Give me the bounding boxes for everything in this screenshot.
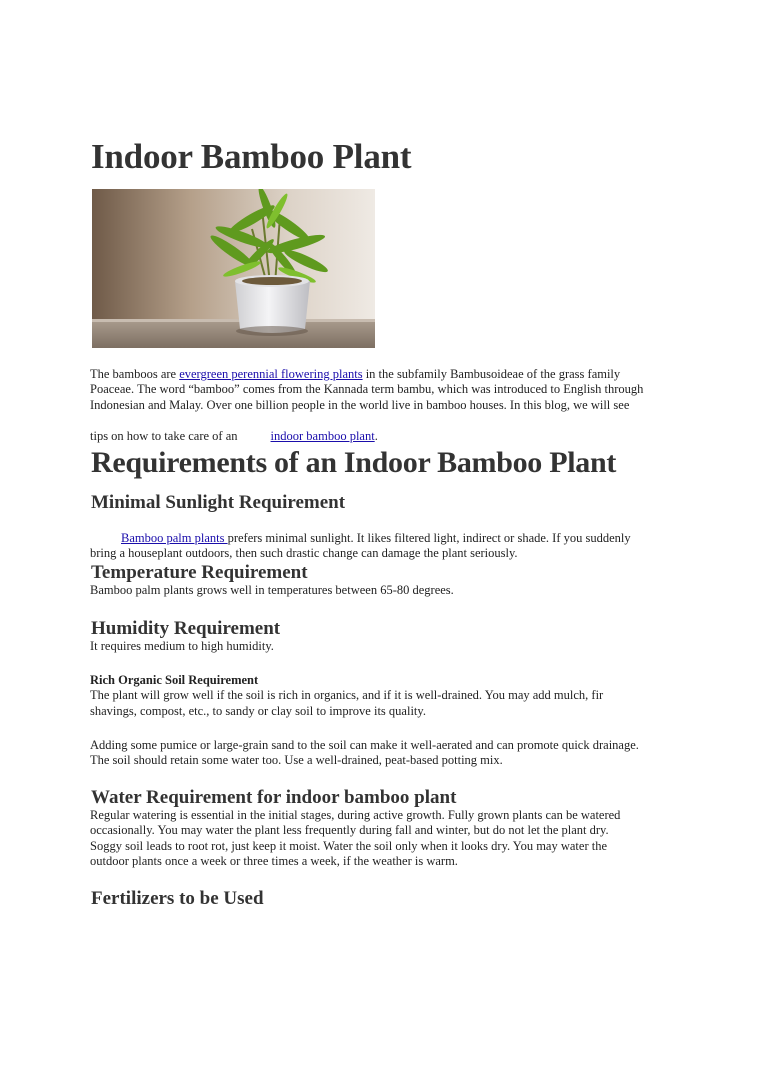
intro-line-4-text: tips on how to take care of an — [90, 429, 238, 443]
soil-p1-line-2: shavings, compost, etc., to sandy or clay soil to improve its quality. — [90, 704, 426, 718]
intro-line-1 — [90, 367, 690, 383]
water-line-3: Soggy soil leads to root rot, just keep it moist. Water the soil only when it looks dry. You may water the — [90, 839, 608, 853]
fertilizers-heading: Fertilizers to be Used — [91, 888, 264, 909]
water-heading: Water Requirement for indoor bamboo plant — [91, 787, 457, 808]
humidity-heading: Humidity Requirement — [91, 618, 281, 639]
intro-line-4 — [90, 429, 690, 445]
sunlight-line-2: bring a houseplant outdoors, then such drastic change can damage the plant seriously. — [90, 546, 518, 560]
water-line-1: Regular watering is essential in the initial stages, during active growth. Fully grown plants can be watered — [90, 808, 621, 822]
intro-text-rest: in the subfamily Bambusoideae of the grass family — [362, 367, 621, 381]
sunlight-heading: Minimal Sunlight Requirement — [91, 492, 346, 513]
temperature-heading: Temperature Requirement — [91, 562, 308, 583]
water-line-2: occasionally. You may water the plant less frequently during fall and winter, but do not let the plant dry. — [90, 823, 609, 837]
evergreen-plants-link[interactable]: evergreen perennial flowering plants — [179, 367, 363, 381]
page-title: Indoor Bamboo Plant — [91, 137, 412, 176]
indoor-bamboo-plant-link[interactable]: indoor bamboo plant — [270, 429, 375, 443]
humidity-text: It requires medium to high humidity. — [90, 639, 274, 653]
temperature-text: Bamboo palm plants grows well in temperatures between 65-80 degrees. — [90, 583, 454, 597]
soil-p2-line-1: Adding some pumice or large-grain sand to the soil can make it well-aerated and can promote quick drainage. — [90, 738, 639, 752]
bamboo-plant-photo — [92, 189, 375, 348]
intro-line-2: Poaceae. The word “bamboo” comes from the Kannada term bambu, which was introduced to English through — [90, 382, 644, 396]
soil-p2-line-2: The soil should retain some water too. Use a well-drained, peat-based potting mix. — [90, 753, 503, 767]
requirements-heading: Requirements of an Indoor Bamboo Plant — [91, 446, 617, 479]
sunlight-line-1 — [90, 531, 690, 547]
soil-heading: Rich Organic Soil Requirement — [90, 673, 259, 687]
intro-text-start: The bamboos are — [90, 367, 180, 381]
sunlight-text-rest: prefers minimal sunlight. It likes filtered light, indirect or shade. If you suddenly — [227, 531, 631, 545]
soil-p1-line-1: The plant will grow well if the soil is rich in organics, and if it is well-drained. You may add mulch, fir — [90, 688, 604, 702]
intro-line-3: Indonesian and Malay. Over one billion people in the world live in bamboo houses. In this blog, we will see — [90, 398, 630, 412]
bamboo-palm-plants-link[interactable]: Bamboo palm plants — [121, 531, 228, 545]
intro-line-4-period: . — [374, 429, 378, 443]
water-line-4: outdoor plants once a week or three times a week, if the weather is warm. — [90, 854, 458, 868]
